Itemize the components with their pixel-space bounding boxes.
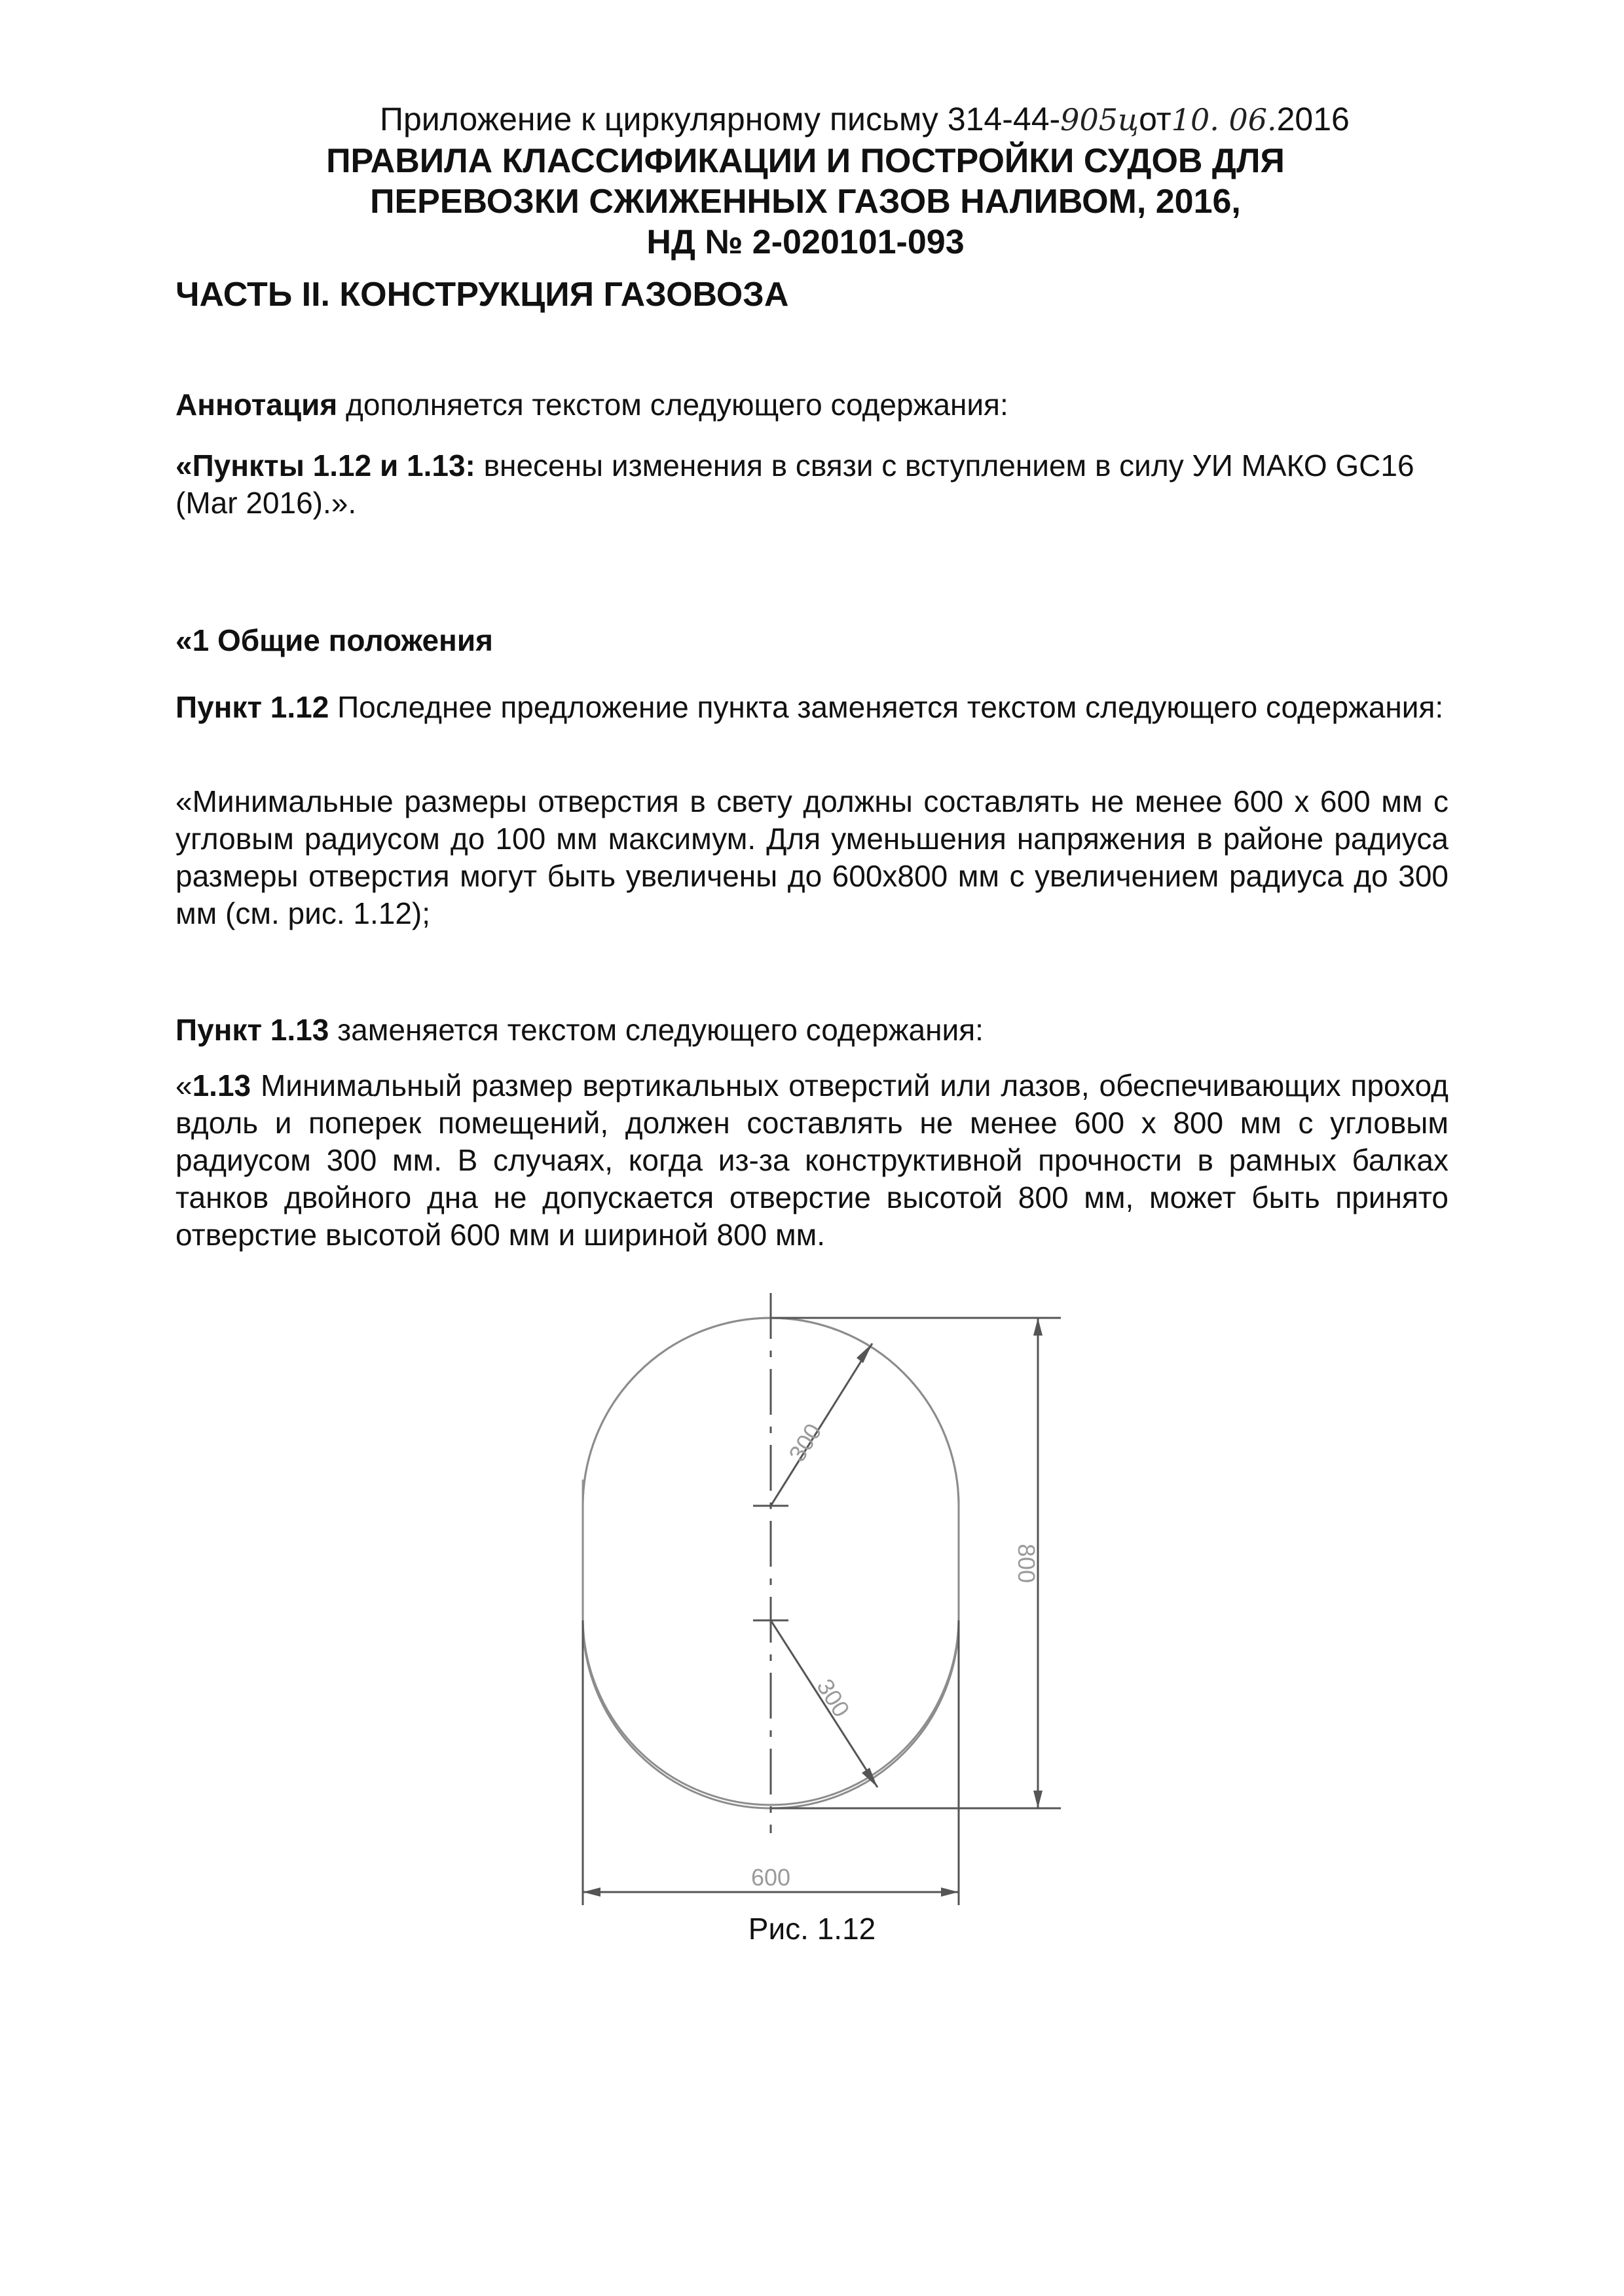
- annotation-text: дополняется текстом следующего содержания:: [337, 388, 1008, 422]
- item-1-12-intro: [175, 689, 1449, 726]
- item-1-13-intro: [175, 1011, 1449, 1049]
- item-1-13-quote-open: «: [175, 1068, 193, 1102]
- appendix-year: 2016: [1276, 101, 1350, 137]
- document-title-line-2: ПЕРЕВОЗКИ СЖИЖЕННЫХ ГАЗОВ НАЛИВОМ, 2016,: [370, 183, 1241, 221]
- figure-caption: Рис. 1.12: [748, 1912, 876, 1946]
- items-note-label: «Пункты 1.12 и 1.13:: [175, 448, 475, 483]
- item-1-13-body: Минимальный размер вертикальных отверстий или лазов, обеспечивающих проход вдоль и поперек помещений, должен составлять не менее 600 х 800 мм с угловым радиусом 300 мм. В случаях, когда из-за конструктивной прочности в рамных балках танков двойного дна не допускается отверстие высотой 800 мм, может быть принято отверстие высотой 600 мм и шириной 800 мм.: [175, 1068, 1449, 1252]
- opening-contour: [583, 1506, 959, 1805]
- height-label: 800: [1013, 1543, 1040, 1584]
- width-arrow-right: [941, 1887, 959, 1897]
- item-1-12-label: Пункт 1.12: [175, 690, 329, 724]
- appendix-prefix: Приложение к циркулярному письму 314-44-: [380, 101, 1061, 137]
- document-title-line-3: НД № 2-020101-093: [646, 223, 965, 261]
- items-note-text: внесены изменения в связи с вступлением в силу УИ МАКО GC16 (Mar 2016).».: [175, 448, 1414, 520]
- lower-radius-leader: [771, 1620, 877, 1787]
- opening-shape: [583, 1318, 959, 1808]
- item-1-13-number: 1.13: [192, 1068, 251, 1102]
- item-1-12-text: «Минимальные размеры отверстия в свету должны составлять не менее 600 х 600 мм с угловым радиусом до 100 мм максимум. Для уменьшения напряжения в районе радиуса размеры отверстия могут быть увеличены до 600х800 мм с увеличением радиуса до 300 мм (см. рис. 1.12);: [175, 784, 1449, 930]
- opening-outline: [583, 1328, 959, 1705]
- width-label: 600: [750, 1864, 791, 1891]
- annotation-label: Аннотация: [175, 388, 338, 422]
- item-1-13-label: Пункт 1.13: [175, 1013, 329, 1047]
- height-arrow-top: [1033, 1318, 1043, 1336]
- lower-radius-label: 300: [811, 1674, 855, 1722]
- document-title-line-1: ПРАВИЛА КЛАССИФИКАЦИИ И ПОСТРОЙКИ СУДОВ ДЛЯ: [326, 142, 1285, 180]
- appendix-from: от: [1139, 101, 1172, 137]
- upper-radius-arrow: [857, 1343, 872, 1363]
- annotation-paragraph: [175, 386, 1449, 424]
- handwritten-date: 10. 06.: [1171, 102, 1277, 137]
- upper-radius-leader: [771, 1343, 872, 1506]
- item-1-13-intro-text: заменяется текстом следующего содержания:: [329, 1013, 984, 1047]
- part-title: ЧАСТЬ II. КОНСТРУКЦИЯ ГАЗОВОЗА: [175, 276, 789, 314]
- section-heading: [175, 622, 1449, 659]
- handwritten-letter-number: 905ц: [1060, 102, 1139, 137]
- appendix-reference: [380, 98, 1454, 141]
- section-title: «1 Общие положения: [175, 623, 493, 657]
- upper-radius-label: 300: [783, 1419, 827, 1467]
- height-arrow-bottom: [1033, 1791, 1043, 1808]
- opening-upper-semicircle: [583, 1318, 959, 1514]
- items-note-paragraph: [175, 447, 1449, 522]
- lower-radius-arrow: [862, 1768, 877, 1787]
- document-title: [183, 141, 1428, 263]
- opening-left-straight: [583, 1304, 771, 1342]
- item-1-13-text: [175, 1067, 1449, 1254]
- width-arrow-left: [583, 1887, 600, 1897]
- item-1-12-intro-text: Последнее предложение пункта заменяется текстом следующего содержания:: [329, 690, 1444, 724]
